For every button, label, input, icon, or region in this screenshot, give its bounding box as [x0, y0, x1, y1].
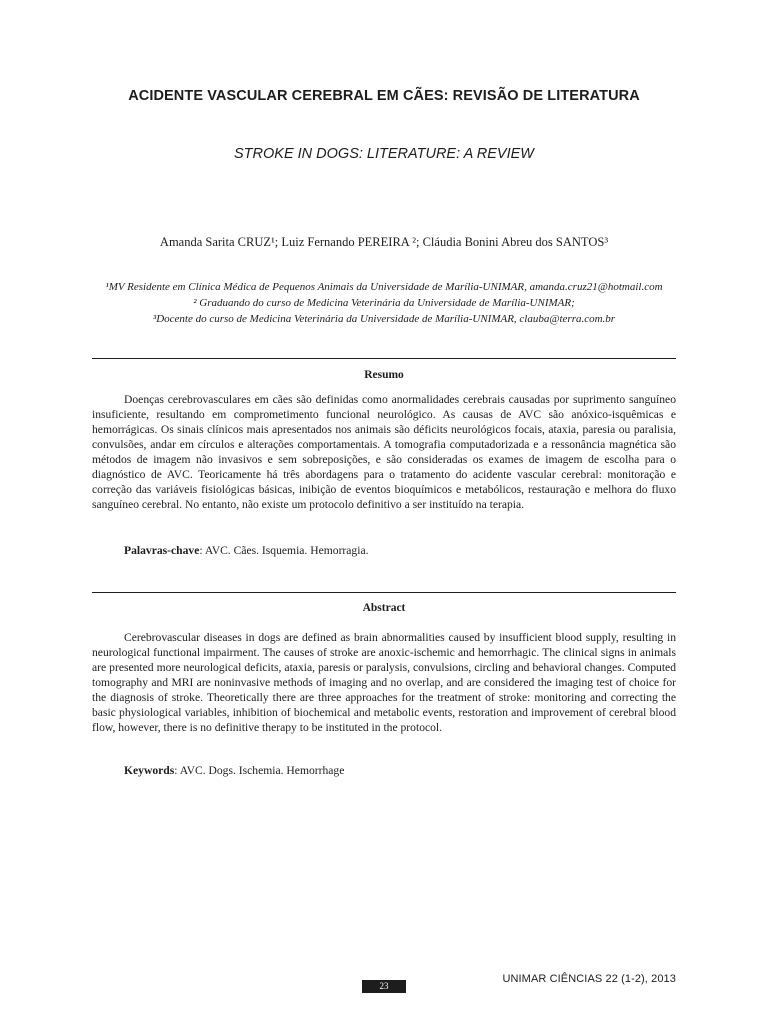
page-number: 23 [362, 980, 406, 993]
journal-citation: UNIMAR CIÊNCIAS 22 (1-2), 2013 [502, 973, 676, 985]
keywords-label: Palavras-chave [124, 544, 200, 557]
abstract-keywords [124, 764, 676, 777]
keywords-label: Keywords [124, 764, 175, 777]
affiliation-2: ² Graduando do curso de Medicina Veterinária da Universidade de Marília-UNIMAR; [193, 297, 575, 309]
paper-subtitle: STROKE IN DOGS: LITERATURE: A REVIEW [234, 146, 534, 162]
keywords-values: : AVC. Cães. Isquemia. Hemorragia. [199, 544, 369, 557]
resumo-keywords [124, 544, 676, 557]
keywords-values: : AVC. Dogs. Ischemia. Hemorrhage [174, 764, 345, 777]
resumo-text: Doenças cerebrovasculares em cães são definidas como anormalidades cerebrais causadas por suprimento sanguíneo insuficiente, resultando em comprometimento funcional neurológico. As causas de AVC são anóxico-isquêmicas e hemorrágicas. Os sinais clínicos mais apresentados nos animais são déficits neurológicos focais, ataxia, paresia ou paralisia, convulsões, andar em círculos e alterações comportamentais. A tomografia computadorizada e a ressonância magnética são métodos de imagem não invasivos e sem sobreposições, e são consideradas os exames de imagem de escolha para o diagnóstico de AVC. Teoricamente há três abordagens para o tratamento do acidente vascular cerebral: monitoração e correção das variáveis fisiológicas básicas, inibição de eventos bioquímicos e metabólicos, restauração e melhora do fluxo sanguíneo cerebral. No entanto, não existe um protocolo definitivo a ser instituído na terapia. [92, 393, 676, 511]
affiliation-1: ¹MV Residente em Clínica Médica de Pequenos Animais da Universidade de Marília-UNIMAR, amanda.cruz21@hotmail.com [105, 281, 663, 293]
abstract-heading: Abstract [362, 602, 406, 614]
paper-title: ACIDENTE VASCULAR CEREBRAL EM CÃES: REVISÃO DE LITERATURA [128, 88, 640, 104]
section-divider [92, 358, 676, 359]
section-divider [92, 592, 676, 593]
resumo-heading: Resumo [364, 369, 404, 381]
abstract-text: Cerebrovascular diseases in dogs are defined as brain abnormalities caused by insufficient blood supply, resulting in neurological functional impairment. The causes of stroke are anoxic-ischemic and hemorrhagic. The clinical signs in animals are presented more neurological deficits, ataxia, paresis or paralysis, convulsions, circling and behavioral changes. Computed tomography and MRI are noninvasive methods of imaging and no overlap, and are considered the imaging test of choice for the diagnosis of stroke. Theoretically there are three approaches for the treatment of stroke: monitoring and correcting the basic physiological variables, inhibition of biochemical and metabolic events, restoration and improvement of cerebral blood flow, however, there is no definitive therapy to be instituted in the protocol. [92, 631, 676, 734]
author-list: Amanda Sarita CRUZ¹; Luiz Fernando PEREIRA ²; Cláudia Bonini Abreu dos SANTOS³ [159, 235, 609, 249]
affiliation-3: ³Docente do curso de Medicina Veterinária da Universidade de Marília-UNIMAR, clauba@terra.com.br [152, 313, 616, 325]
